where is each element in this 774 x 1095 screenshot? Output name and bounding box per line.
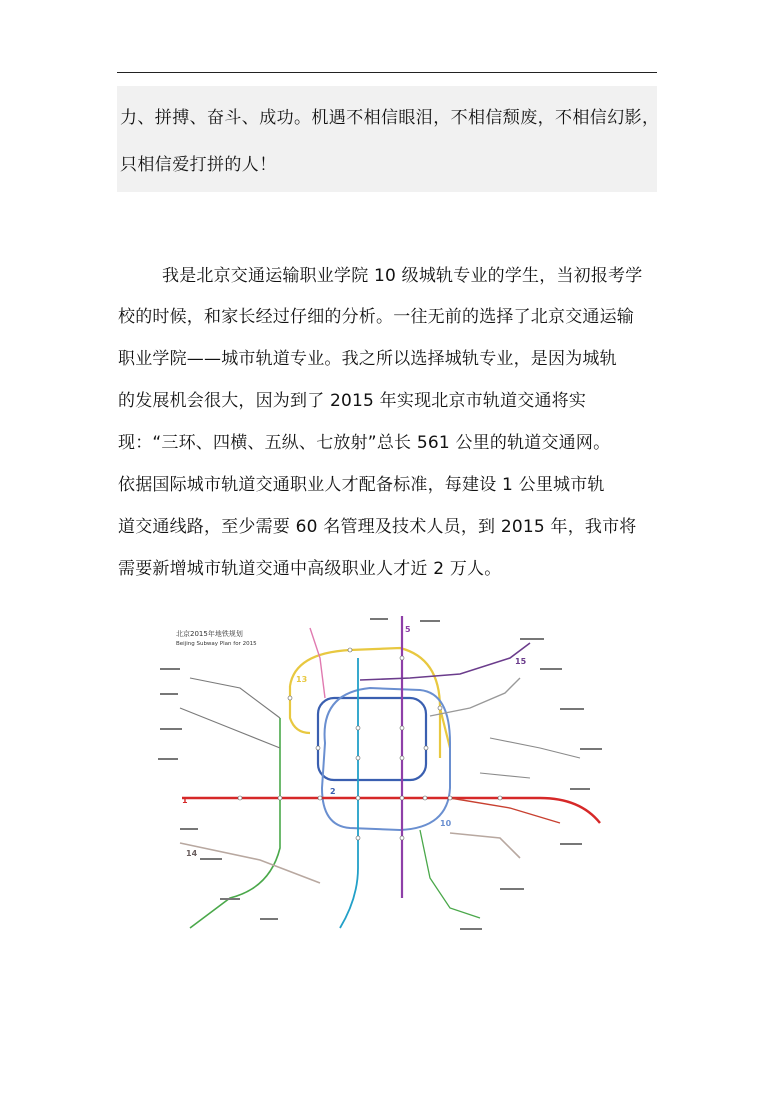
paragraph-line: 职业学院——城市轨道专业。我之所以选择城轨专业，是因为城轨: [118, 349, 617, 369]
paragraph-line: 的发展机会很大，因为到了 2015 年实现北京市轨道交通将实: [118, 391, 587, 411]
line-label: 2: [330, 787, 336, 796]
paragraph-line: 校的时候，和家长经过仔细的分析。一往无前的选择了北京交通运输: [118, 307, 634, 327]
paragraph-line: 道交通线路，至少需要 60 名管理及技术人员，到 2015 年，我市将: [118, 517, 637, 537]
quote-line-2: 只相信爱打拼的人！: [120, 155, 277, 175]
paragraph-line: 需要新增城市轨道交通中高级职业人才近 2 万人。: [118, 559, 502, 579]
line-label: 1: [182, 796, 188, 805]
top-rule: [117, 72, 657, 73]
quote-box: [117, 86, 660, 192]
paragraph-line: 现：“三环、四横、五纵、七放射”总长 561 公里的轨道交通网。: [118, 433, 611, 453]
subway-map-figure: [120, 598, 650, 958]
quote-line-1: 力、拼搏、奋斗、成功。机遇不相信眼泪，不相信颓废，不相信幻影，: [120, 108, 660, 128]
line-label: 14: [186, 849, 198, 858]
line-label: 10: [440, 819, 452, 828]
line-label: 5: [405, 625, 411, 634]
paragraph-line: 我是北京交通运输职业学院 10 级城轨专业的学生，当初报考学: [162, 266, 643, 286]
line-label: 13: [296, 675, 308, 684]
line-label: 15: [515, 657, 527, 666]
paragraph-line: 依据国际城市轨道交通职业人才配备标准，每建设 1 公里城市轨: [118, 475, 605, 495]
subway-map: [120, 598, 650, 958]
map-title-en: Beijing Subway Plan for 2015: [176, 641, 257, 647]
map-title-cn: 北京2015年地铁规划: [176, 630, 243, 638]
